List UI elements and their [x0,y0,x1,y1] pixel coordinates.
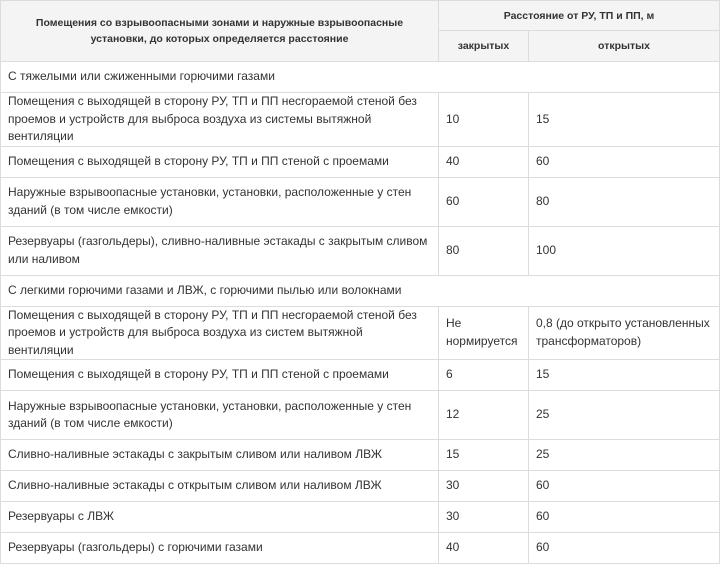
row-open: 60 [529,146,720,177]
row-name: Сливно-наливные эстакады с открытым сливом или наливом ЛВЖ [1,471,439,502]
row-open: 100 [529,226,720,275]
table-body [1,62,720,564]
row-closed: 6 [439,360,529,391]
table-row [1,440,720,471]
table-row [1,533,720,564]
table-row [1,502,720,533]
row-open: 25 [529,440,720,471]
row-name: Помещения с выходящей в сторону РУ, ТП и ПП несгораемой стеной без проемов и устройств для выброса воздуха из систем вытяжной вентиляции [1,306,439,360]
table-header [1,1,720,62]
section-title: С легкими горючими газами и ЛВЖ, с горючими пылью или волокнами [1,275,720,306]
row-name: Наружные взрывоопасные установки, установки, расположенные у стен зданий (в том числе емкости) [1,177,439,226]
row-open: 15 [529,93,720,147]
table-row [1,93,720,147]
row-open: 25 [529,391,720,440]
row-open: 0,8 (до открыто установленных трансформаторов) [529,306,720,360]
row-name: Наружные взрывоопасные установки, установки, расположенные у стен зданий (в том числе емкости) [1,391,439,440]
table-row [1,391,720,440]
row-closed: 10 [439,93,529,147]
row-open: 60 [529,533,720,564]
header-distance: Расстояние от РУ, ТП и ПП, м [439,1,720,31]
section-title: С тяжелыми или сжиженными горючими газами [1,62,720,93]
table-row [1,146,720,177]
header-closed: закрытых [439,31,529,62]
row-name: Резервуары с ЛВЖ [1,502,439,533]
row-open: 15 [529,360,720,391]
table-row [1,306,720,360]
row-closed: 12 [439,391,529,440]
row-name: Помещения с выходящей в сторону РУ, ТП и ПП стеной с проемами [1,146,439,177]
row-name: Резервуары (газгольдеры), сливно-наливные эстакады с закрытым сливом или наливом [1,226,439,275]
section-row [1,62,720,93]
header-open: открытых [529,31,720,62]
row-name: Резервуары (газгольдеры) с горючими газами [1,533,439,564]
header-rooms: Помещения со взрывоопасными зонами и наружные взрывоопасные установки, до которых определяется расстояние [1,1,439,62]
table-row [1,177,720,226]
row-open: 80 [529,177,720,226]
row-name: Помещения с выходящей в сторону РУ, ТП и ПП стеной с проемами [1,360,439,391]
row-closed: 60 [439,177,529,226]
row-closed: 30 [439,471,529,502]
row-name: Помещения с выходящей в сторону РУ, ТП и ПП несгораемой стеной без проемов и устройств для выброса воздуха из системы вытяжной вентиляции [1,93,439,147]
row-name: Сливно-наливные эстакады с закрытым сливом или наливом ЛВЖ [1,440,439,471]
row-open: 60 [529,502,720,533]
row-closed: 40 [439,146,529,177]
row-closed: 40 [439,533,529,564]
row-closed: 80 [439,226,529,275]
section-row [1,275,720,306]
row-closed: 30 [439,502,529,533]
row-closed: Не нормируется [439,306,529,360]
row-closed: 15 [439,440,529,471]
table-row [1,360,720,391]
row-open: 60 [529,471,720,502]
table-row [1,226,720,275]
table-row [1,471,720,502]
